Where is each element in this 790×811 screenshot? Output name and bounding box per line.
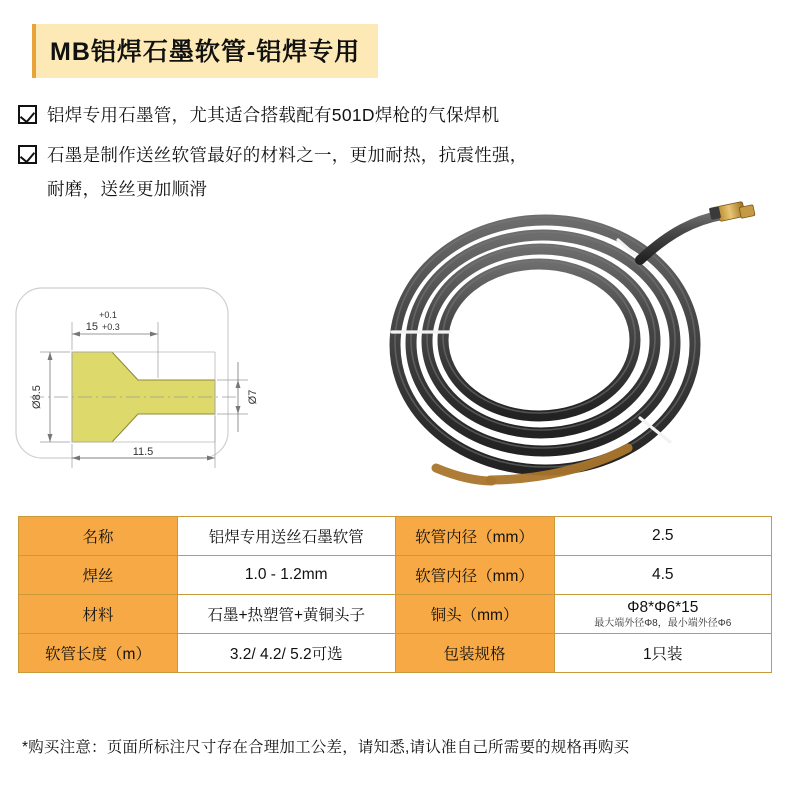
table-row xyxy=(19,595,772,634)
spec-value: 3.2/ 4.2/ 5.2可选 xyxy=(178,634,396,673)
dim-top-tolerance-lower: +0.3 xyxy=(102,322,120,332)
list-item xyxy=(18,142,758,169)
dim-top-tolerance-upper: +0.1 xyxy=(99,310,117,320)
feature-text: 铝焊专用石墨管，尤其适合搭载配有501D焊枪的气保焊机 xyxy=(47,105,500,125)
spec-value: 石墨+热塑管+黄铜头子 xyxy=(178,595,396,634)
spec-table-container xyxy=(18,516,772,673)
spec-label: 软管内径（mm） xyxy=(395,556,554,595)
spec-label: 铜头（mm） xyxy=(395,595,554,634)
spec-value: 铝焊专用送丝石墨软管 xyxy=(178,517,396,556)
feature-text: 石墨是制作送丝软管最好的材料之一，更加耐热，抗震性强， xyxy=(47,145,528,166)
table-row xyxy=(19,634,772,673)
checkbox-icon xyxy=(18,145,37,164)
spec-value: 4.5 xyxy=(554,556,772,595)
spec-label: 软管长度（m） xyxy=(19,634,178,673)
spec-value: 1.0 - 1.2mm xyxy=(178,556,396,595)
drawing-svg xyxy=(10,262,340,477)
dim-top-value: 15 xyxy=(85,321,98,333)
table-row xyxy=(19,517,772,556)
dim-bottom-value: 11.5 xyxy=(132,446,154,458)
feature-text-continuation: 耐磨，送丝更加顺滑 xyxy=(47,179,208,200)
page-title: MB铝焊石墨软管-铝焊专用 xyxy=(32,24,378,78)
spec-value: 1只装 xyxy=(554,634,772,673)
spec-table xyxy=(18,516,772,673)
spec-label: 材料 xyxy=(19,595,178,634)
dim-left-value: Ø8.5 xyxy=(31,385,43,409)
product-photo xyxy=(340,180,770,490)
spec-label: 包装规格 xyxy=(395,634,554,673)
list-item xyxy=(18,102,758,129)
spec-value-note: 最大端外径Φ8，最小端外径Φ6 xyxy=(594,617,732,629)
checkbox-icon xyxy=(18,105,37,124)
spec-value-with-note xyxy=(554,595,772,634)
dim-right-value: Ø7 xyxy=(247,389,259,405)
purchase-note: *购买注意：页面所标注尺寸存在合理加工公差，请知悉,请认准自己所需要的规格再购买 xyxy=(22,739,630,756)
spec-value: 2.5 xyxy=(554,517,772,556)
cable-coil-illustration xyxy=(340,180,770,490)
spec-label: 名称 xyxy=(19,517,178,556)
spec-label: 焊丝 xyxy=(19,556,178,595)
spec-label: 软管内径（mm） xyxy=(395,517,554,556)
technical-drawing xyxy=(10,262,340,477)
brass-connector xyxy=(709,201,755,221)
spec-value: Φ8*Φ6*15 xyxy=(627,598,699,616)
table-row xyxy=(19,556,772,595)
